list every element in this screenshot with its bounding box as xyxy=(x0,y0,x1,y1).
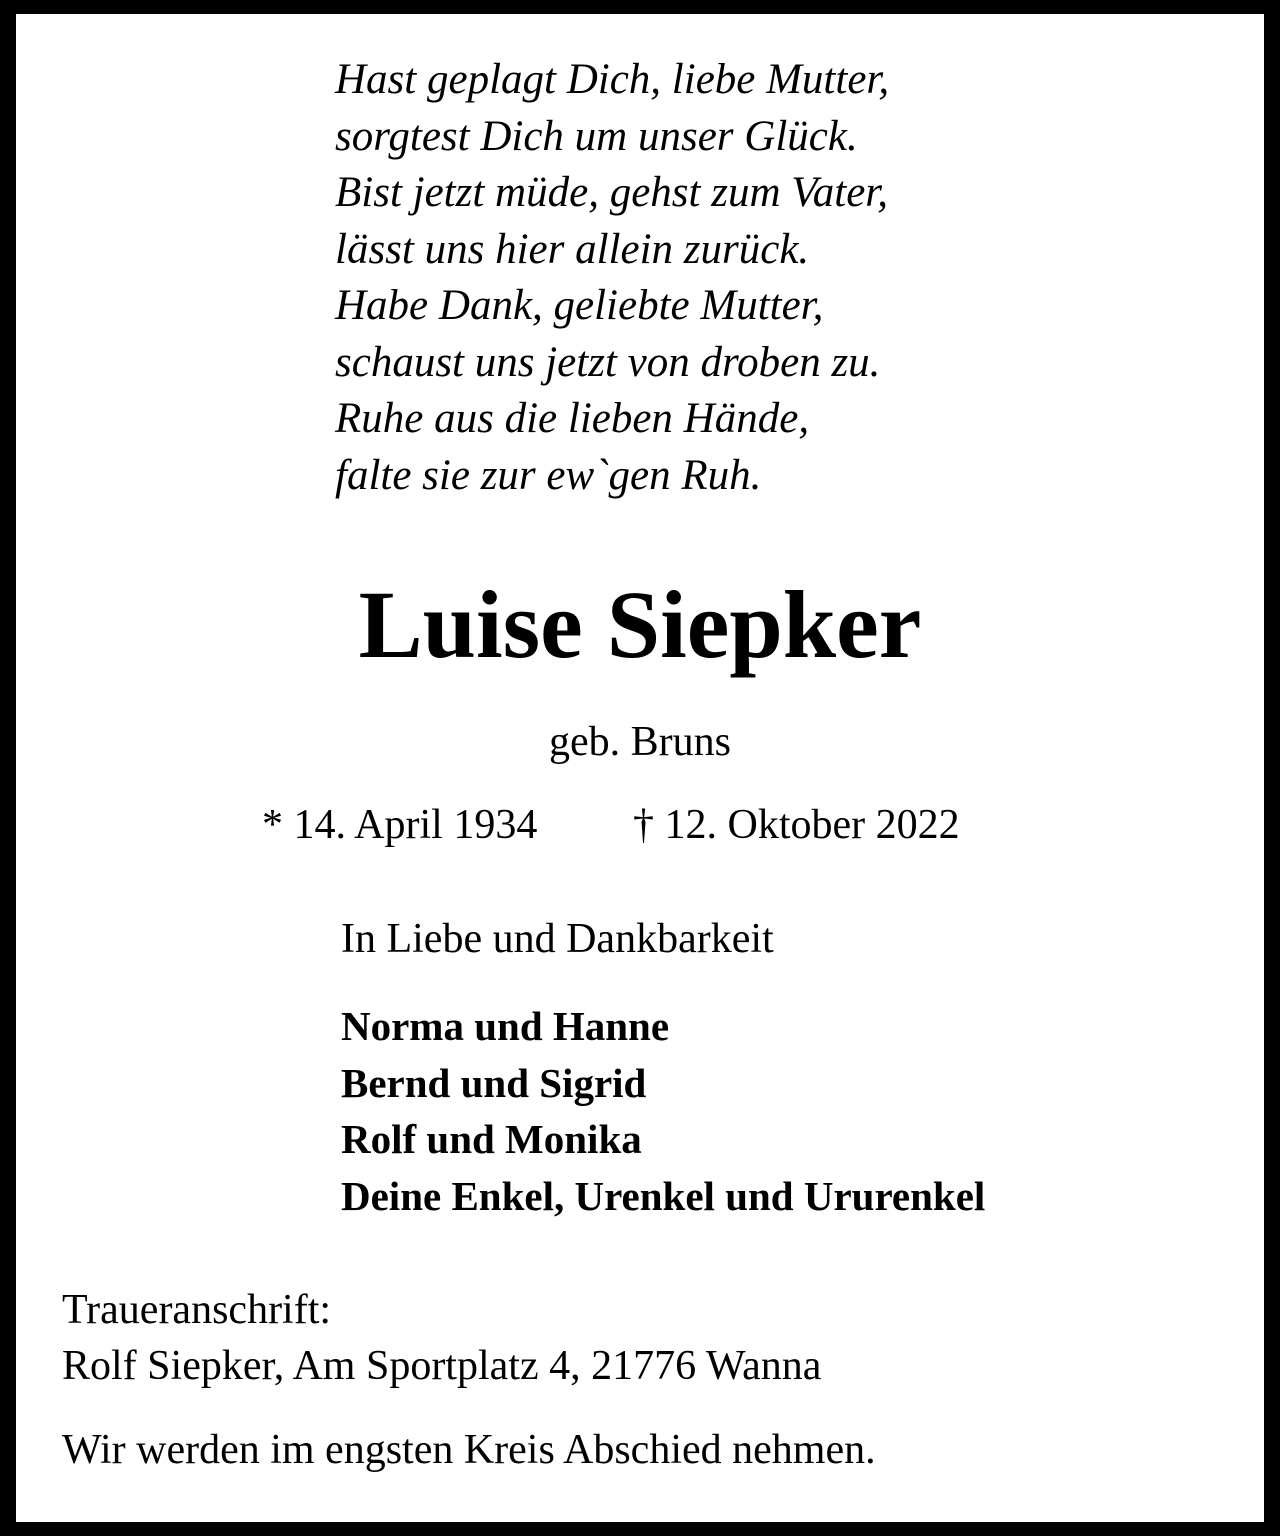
maiden-name: geb. Bruns xyxy=(549,719,731,765)
poem-line: schaust uns jetzt von droben zu. xyxy=(335,338,881,386)
mourner-entry: Rolf und Monika xyxy=(341,1116,642,1163)
mourning-address xyxy=(62,1282,821,1394)
address-line: Rolf Siepker, Am Sportplatz 4, 21776 Wanna xyxy=(62,1343,822,1389)
poem-line: Ruhe aus die lieben Hände, xyxy=(335,395,810,442)
deceased-name: Luise Siepker xyxy=(358,571,922,678)
life-dates xyxy=(262,800,960,850)
poem-line: Habe Dank, geliebte Mutter, xyxy=(335,282,824,329)
poem-line: Bist jetzt müde, gehst zum Vater, xyxy=(335,169,888,216)
address-label: Traueranschrift: xyxy=(62,1287,332,1333)
mourner-entry: Deine Enkel, Urenkel und Ururenkel xyxy=(341,1173,986,1220)
mourners-list xyxy=(341,998,985,1225)
poem-line: sorgtest Dich um unser Glück. xyxy=(335,112,858,160)
mourner-entry: Norma und Hanne xyxy=(341,1003,670,1049)
memorial-poem xyxy=(335,52,889,504)
death-date: † 12. Oktober 2022 xyxy=(633,802,960,848)
poem-line: lässt uns hier allein zurück. xyxy=(335,225,810,273)
poem-line: falte sie zur ew`gen Ruh. xyxy=(335,451,762,499)
birth-date: * 14. April 1934 xyxy=(262,802,538,848)
gratitude-line: In Liebe und Dankbarkeit xyxy=(341,916,774,962)
farewell-note: Wir werden im engsten Kreis Abschied nehmen. xyxy=(62,1427,876,1473)
poem-line: Hast geplagt Dich, liebe Mutter, xyxy=(335,56,890,103)
mourner-entry: Bernd und Sigrid xyxy=(341,1059,647,1106)
